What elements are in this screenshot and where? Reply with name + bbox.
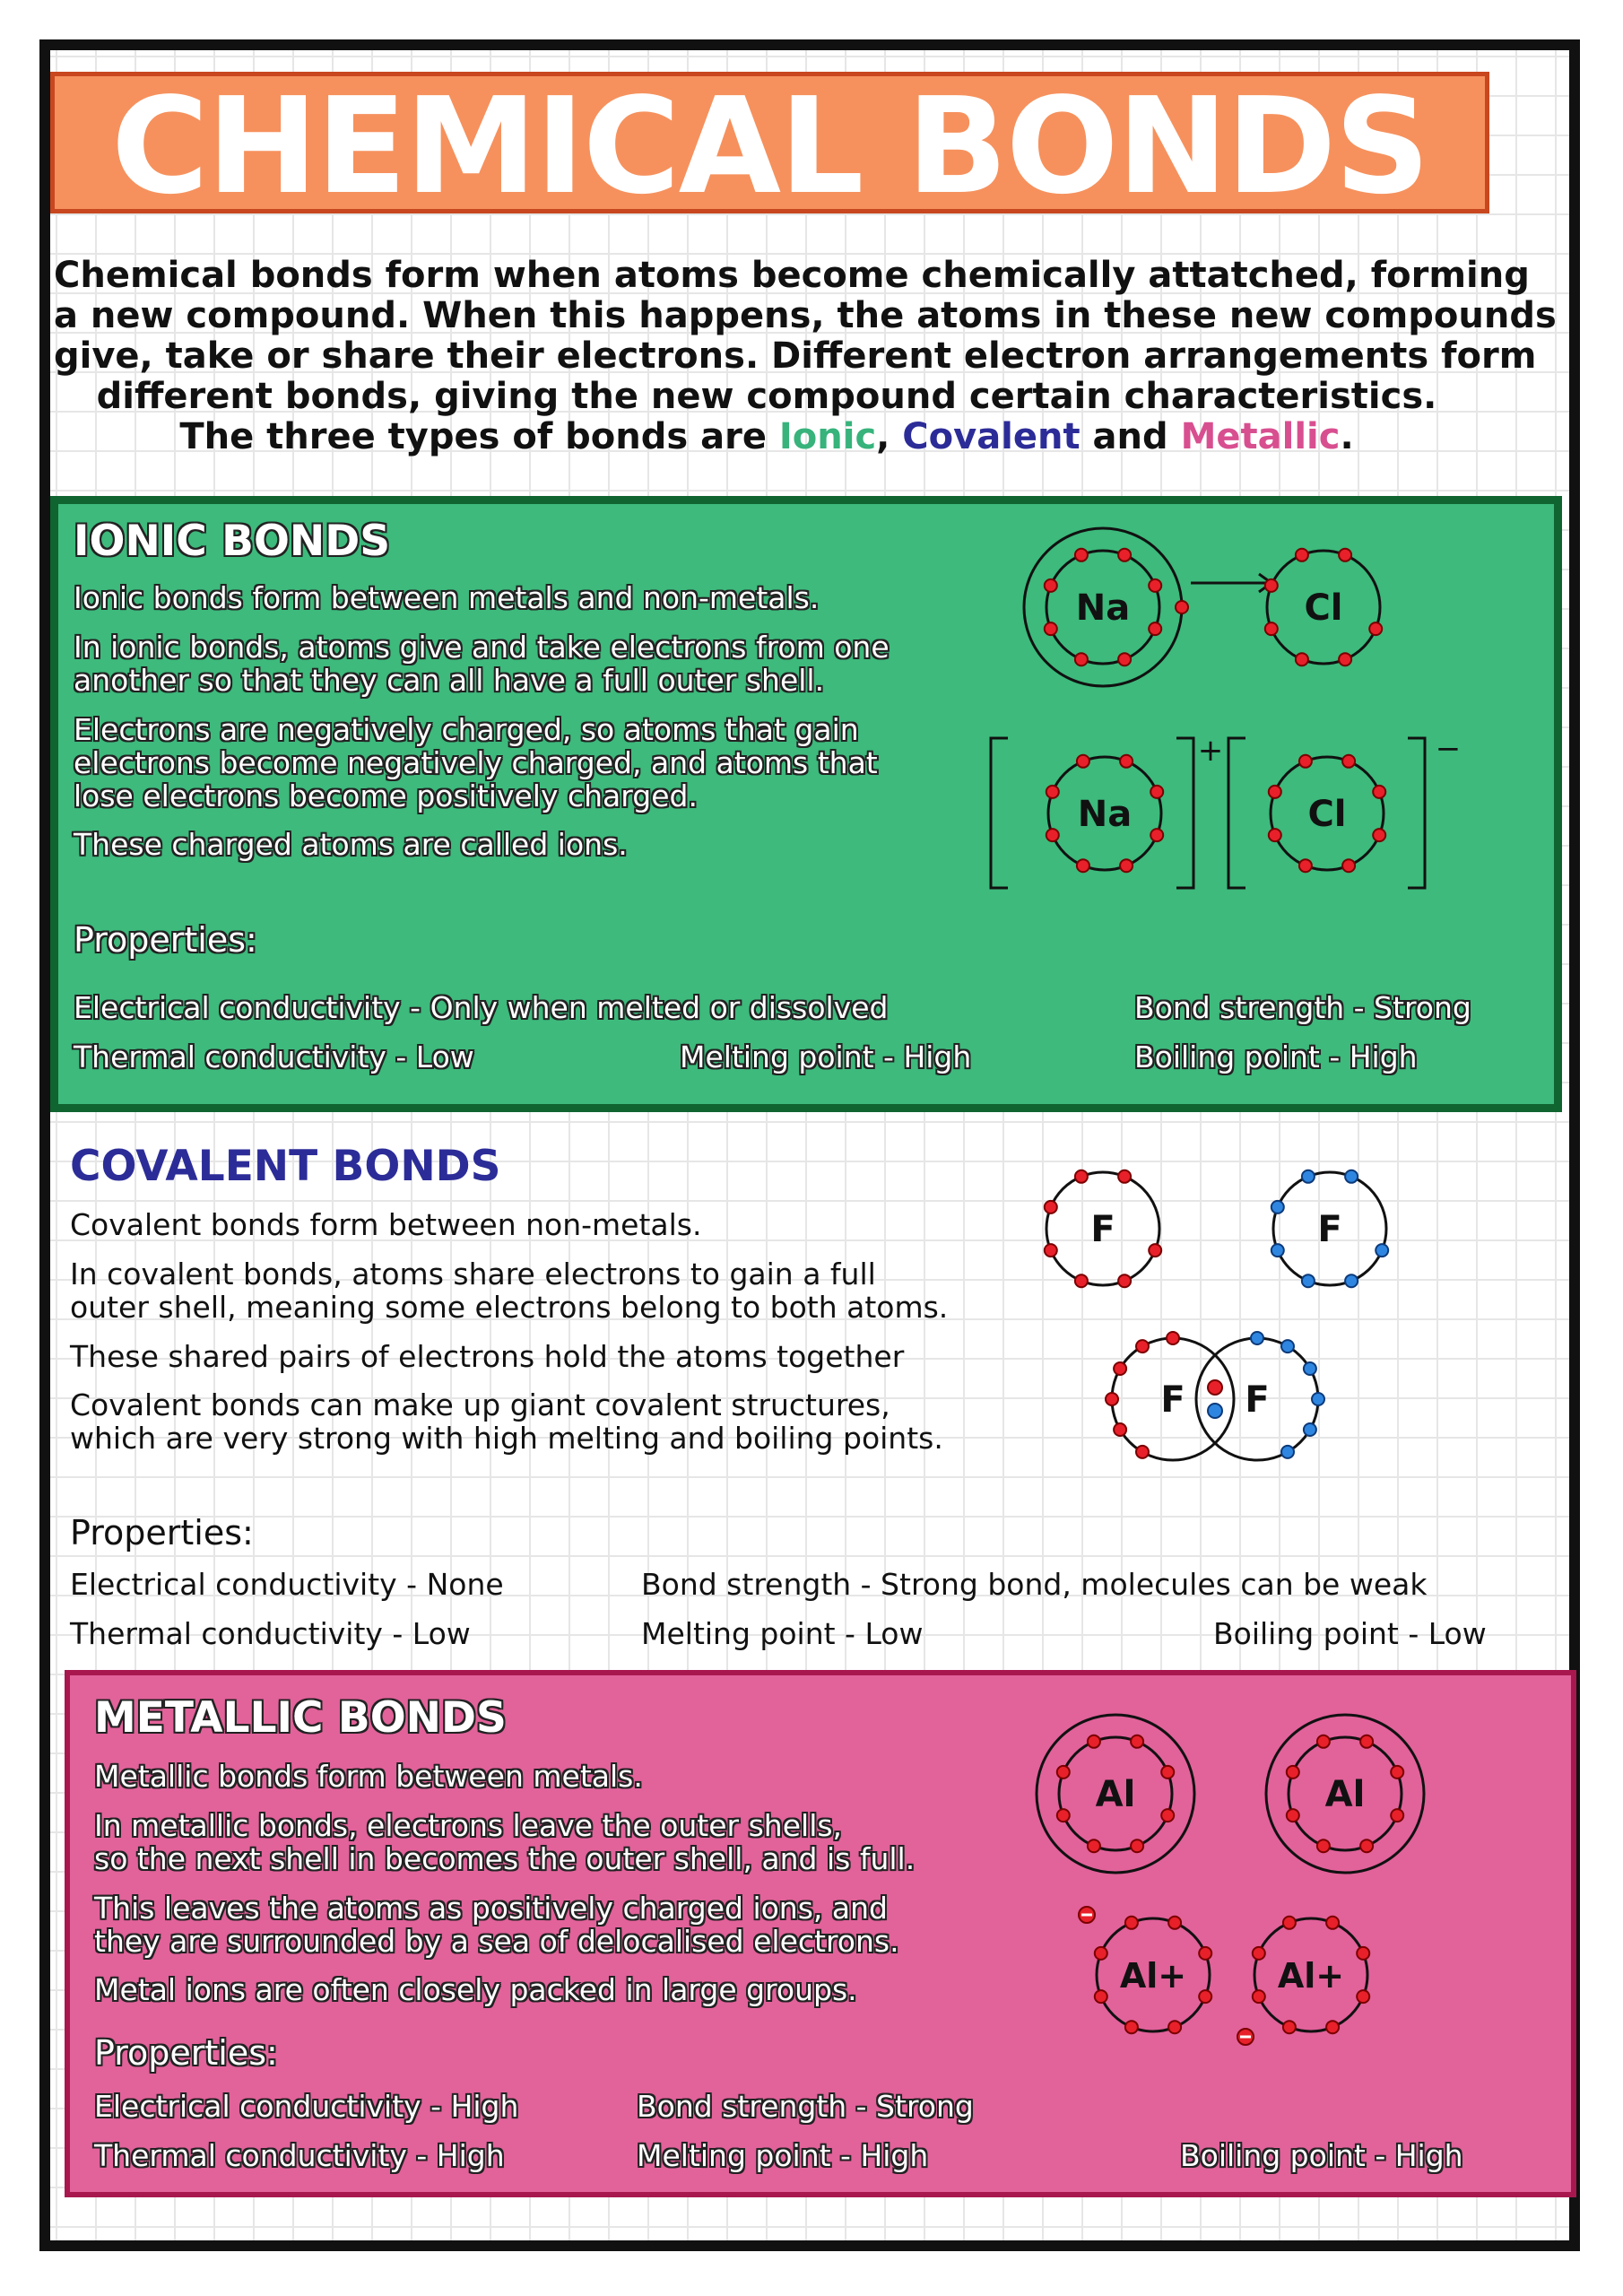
electron bbox=[1251, 1332, 1263, 1344]
electron bbox=[1150, 829, 1163, 841]
aluminium-ion bbox=[1253, 1917, 1369, 2033]
metallic-boiling-point: Boiling point - High bbox=[1180, 2138, 1463, 2173]
covalent-paragraph-2 bbox=[70, 1257, 948, 1324]
electron bbox=[1095, 1947, 1107, 1960]
electron bbox=[1373, 786, 1385, 798]
electron bbox=[1342, 755, 1355, 768]
right-bracket bbox=[1176, 738, 1193, 888]
ionic-text-line: Electrons are negatively charged, so atoms that gain bbox=[74, 712, 859, 747]
electron bbox=[1045, 579, 1057, 592]
ionic-bond-strength: Bond strength - Strong bbox=[1134, 990, 1471, 1025]
electron bbox=[1088, 1839, 1100, 1852]
covalent-electrical-conductivity: Electrical conductivity - None bbox=[70, 1567, 504, 1602]
ionic-electrical-conductivity: Electrical conductivity - Only when melted or dissolved bbox=[74, 990, 889, 1025]
fluorine-atom-blue bbox=[1271, 1170, 1388, 1287]
electron bbox=[1106, 1393, 1118, 1405]
electron bbox=[1373, 829, 1385, 841]
electron bbox=[1176, 601, 1188, 613]
chlorine-label: Cl bbox=[1304, 587, 1343, 629]
electron bbox=[1287, 1809, 1299, 1822]
ionic-heading: IONIC BONDS bbox=[74, 517, 391, 566]
ionic-paragraph-1 bbox=[74, 581, 819, 614]
fluorine-atom-red bbox=[1045, 1170, 1161, 1287]
covalent-bond-strength: Bond strength - Strong bond, molecules can be weak bbox=[641, 1567, 1428, 1602]
metallic-bond-strength: Bond strength - Strong bbox=[637, 2089, 974, 2124]
electron bbox=[1269, 829, 1281, 841]
ionic-paragraph-2 bbox=[74, 631, 890, 697]
ionic-text-line: electrons become negatively charged, and atoms that bbox=[74, 745, 878, 780]
intro-period: . bbox=[1340, 416, 1354, 457]
electron bbox=[1357, 1947, 1369, 1960]
electron bbox=[1045, 1244, 1057, 1257]
metallic-electrical-conductivity: Electrical conductivity - High bbox=[94, 2089, 519, 2124]
metallic-text-line: so the next shell in becomes the outer shell, and is full. bbox=[94, 1841, 916, 1876]
electron bbox=[1265, 622, 1278, 635]
ionic-text-line: Ionic bonds form between metals and non-metals. bbox=[74, 580, 820, 615]
fluorine-molecule bbox=[1106, 1332, 1324, 1460]
delocalised-electron bbox=[1237, 2029, 1254, 2045]
covalent-paragraph-4 bbox=[70, 1388, 943, 1455]
covalent-paragraph-3 bbox=[70, 1340, 904, 1373]
metallic-text-line: Metallic bonds form between metals. bbox=[94, 1759, 643, 1794]
intro-types-line bbox=[54, 417, 1480, 457]
metallic-paragraph-2 bbox=[94, 1809, 915, 1875]
electron bbox=[1302, 1170, 1315, 1183]
ionic-text-line: lose electrons become positively charged. bbox=[74, 778, 698, 813]
ionic-text-line: another so that they can all have a full outer shell. bbox=[74, 663, 825, 698]
covalent-text-line: which are very strong with high melting and boiling points. bbox=[70, 1421, 943, 1456]
electron bbox=[1046, 786, 1059, 798]
covalent-paragraph-1 bbox=[70, 1208, 702, 1241]
covalent-bond-diagram bbox=[1022, 1152, 1417, 1484]
intro-line: give, take or share their electrons. Different electron arrangements form bbox=[54, 335, 1537, 377]
ionic-text-line: In ionic bonds, atoms give and take electrons from one bbox=[74, 630, 890, 665]
ionic-text-line: These charged atoms are called ions. bbox=[74, 827, 628, 862]
ionic-properties-label: Properties: bbox=[74, 920, 257, 960]
electron bbox=[1269, 786, 1281, 798]
electron bbox=[1150, 786, 1163, 798]
electron bbox=[1326, 1917, 1339, 1929]
electron bbox=[1046, 829, 1059, 841]
electron bbox=[1391, 1809, 1403, 1822]
electron bbox=[1391, 1766, 1403, 1779]
electron bbox=[1299, 859, 1312, 872]
aluminium-label: Al bbox=[1095, 1774, 1136, 1815]
intro-metallic-word: Metallic bbox=[1180, 416, 1341, 457]
electron bbox=[1296, 653, 1308, 665]
covalent-heading: COVALENT BONDS bbox=[70, 1142, 501, 1191]
electron bbox=[1161, 1766, 1174, 1779]
ionic-boiling-point: Boiling point - High bbox=[1134, 1039, 1418, 1074]
electron bbox=[1088, 1735, 1100, 1748]
electron bbox=[1168, 2021, 1181, 2033]
metallic-text-line: In metallic bonds, electrons leave the outer shells, bbox=[94, 1808, 843, 1843]
electron bbox=[1287, 1766, 1299, 1779]
page-title: CHEMICAL BONDS bbox=[111, 69, 1428, 223]
electron bbox=[1120, 755, 1133, 768]
electron bbox=[1326, 2021, 1339, 2033]
sodium-ion-label: Na bbox=[1077, 794, 1133, 835]
electron bbox=[1357, 1990, 1369, 2003]
intro-line: a new compound. When this happens, the atoms in these new compounds bbox=[54, 295, 1557, 336]
metallic-melting-point: Melting point - High bbox=[637, 2138, 929, 2173]
metallic-heading: METALLIC BONDS bbox=[94, 1693, 507, 1743]
covalent-thermal-conductivity: Thermal conductivity - Low bbox=[70, 1616, 471, 1651]
electron bbox=[1299, 755, 1312, 768]
electron bbox=[1120, 859, 1133, 872]
electron bbox=[1114, 1362, 1126, 1375]
electron bbox=[1075, 653, 1088, 665]
electron bbox=[1345, 1274, 1358, 1287]
electron bbox=[1136, 1446, 1149, 1458]
electron bbox=[1265, 579, 1278, 592]
ionic-melting-point: Melting point - High bbox=[680, 1039, 972, 1074]
electron bbox=[1345, 1170, 1358, 1183]
electron bbox=[1118, 549, 1131, 561]
delocalised-electron bbox=[1079, 1907, 1095, 1923]
electron bbox=[1077, 859, 1089, 872]
electron bbox=[1281, 1446, 1294, 1458]
ionic-bond-diagram bbox=[986, 511, 1524, 915]
electron bbox=[1161, 1809, 1174, 1822]
electron bbox=[1118, 1170, 1131, 1183]
electron bbox=[1317, 1735, 1330, 1748]
ionic-paragraph-3 bbox=[74, 713, 878, 813]
title-banner bbox=[50, 69, 1489, 223]
electron bbox=[1304, 1362, 1316, 1375]
electron bbox=[1075, 1170, 1088, 1183]
electron bbox=[1283, 2021, 1296, 2033]
electron bbox=[1342, 859, 1355, 872]
electron bbox=[1131, 1735, 1143, 1748]
sodium-label: Na bbox=[1075, 587, 1131, 629]
electron bbox=[1118, 653, 1131, 665]
metallic-paragraph-3 bbox=[94, 1892, 899, 1958]
intro-line: different bonds, giving the new compound certain characteristics. bbox=[96, 376, 1437, 417]
chlorine-atom bbox=[1265, 549, 1382, 665]
electron bbox=[1057, 1766, 1070, 1779]
metallic-properties-label: Properties: bbox=[94, 2033, 278, 2073]
electron bbox=[1118, 1274, 1131, 1287]
covalent-text-line: Covalent bonds form between non-metals. bbox=[70, 1207, 702, 1242]
intro-types-prefix: The three types of bonds are bbox=[179, 416, 779, 457]
fluorine-label: F bbox=[1090, 1209, 1115, 1250]
electron bbox=[1125, 1917, 1138, 1929]
electron bbox=[1271, 1244, 1284, 1257]
electron bbox=[1095, 1990, 1107, 2003]
intro-covalent-word: Covalent bbox=[902, 416, 1081, 457]
covalent-melting-point: Melting point - Low bbox=[641, 1616, 924, 1651]
shared-electron bbox=[1208, 1404, 1222, 1418]
electron bbox=[1045, 1201, 1057, 1213]
electron bbox=[1281, 1340, 1294, 1352]
electron bbox=[1075, 1274, 1088, 1287]
electron bbox=[1317, 1839, 1330, 1852]
left-bracket bbox=[1228, 738, 1245, 888]
aluminium-ion-label: Al+ bbox=[1277, 1956, 1345, 1996]
intro-paragraph bbox=[54, 255, 1557, 457]
covalent-boiling-point: Boiling point - Low bbox=[1213, 1616, 1487, 1651]
metallic-paragraph-1 bbox=[94, 1760, 643, 1793]
electron bbox=[1167, 1332, 1179, 1344]
metallic-paragraph-4 bbox=[94, 1973, 857, 2006]
electron bbox=[1114, 1423, 1126, 1436]
shared-electron bbox=[1208, 1380, 1222, 1395]
fluorine-label: F bbox=[1245, 1379, 1270, 1421]
transfer-arrow bbox=[1191, 574, 1271, 592]
aluminium-label: Al bbox=[1324, 1774, 1366, 1815]
covalent-text-line: In covalent bonds, atoms share electrons to gain a full bbox=[70, 1257, 876, 1292]
covalent-text-line: outer shell, meaning some electrons belong to both atoms. bbox=[70, 1290, 949, 1325]
ionic-thermal-conductivity: Thermal conductivity - Low bbox=[74, 1039, 474, 1074]
fluorine-label: F bbox=[1160, 1379, 1185, 1421]
electron bbox=[1271, 1201, 1284, 1213]
covalent-text-line: These shared pairs of electrons hold the atoms together bbox=[70, 1339, 905, 1374]
electron bbox=[1360, 1839, 1373, 1852]
electron bbox=[1125, 2021, 1138, 2033]
electron bbox=[1057, 1809, 1070, 1822]
sodium-atom bbox=[1024, 528, 1188, 686]
electron bbox=[1339, 653, 1351, 665]
aluminium-atom bbox=[1266, 1715, 1424, 1873]
electron bbox=[1199, 1947, 1211, 1960]
positive-charge: + bbox=[1197, 733, 1224, 769]
metallic-thermal-conductivity: Thermal conductivity - High bbox=[94, 2138, 505, 2173]
chloride-ion bbox=[1228, 731, 1461, 888]
metallic-text-line: Metal ions are often closely packed in large groups. bbox=[94, 1972, 857, 2007]
right-bracket bbox=[1408, 738, 1425, 888]
electron bbox=[1376, 1244, 1388, 1257]
electron bbox=[1136, 1340, 1149, 1352]
electron bbox=[1296, 549, 1308, 561]
left-bracket bbox=[991, 738, 1008, 888]
electron bbox=[1199, 1990, 1211, 2003]
electron bbox=[1339, 549, 1351, 561]
covalent-text-line: Covalent bonds can make up giant covalent structures, bbox=[70, 1387, 890, 1422]
electron bbox=[1149, 1244, 1161, 1257]
electron bbox=[1131, 1839, 1143, 1852]
electron bbox=[1168, 1917, 1181, 1929]
metallic-text-line: This leaves the atoms as positively charged ions, and bbox=[94, 1891, 888, 1926]
chloride-ion-label: Cl bbox=[1307, 794, 1347, 835]
electron bbox=[1149, 579, 1161, 592]
electron bbox=[1360, 1735, 1373, 1748]
electron bbox=[1253, 1947, 1265, 1960]
electron bbox=[1369, 622, 1382, 635]
negative-charge: − bbox=[1435, 731, 1462, 767]
electron bbox=[1075, 549, 1088, 561]
aluminium-atom bbox=[1037, 1715, 1194, 1873]
covalent-properties-label: Properties: bbox=[70, 1513, 254, 1552]
metallic-bond-diagram bbox=[1031, 1704, 1453, 2063]
intro-comma: , bbox=[876, 416, 903, 457]
metallic-text-line: they are surrounded by a sea of delocalised electrons. bbox=[94, 1924, 899, 1959]
intro-ionic-word: Ionic bbox=[778, 416, 877, 457]
electron bbox=[1312, 1393, 1324, 1405]
electron bbox=[1045, 622, 1057, 635]
electron bbox=[1304, 1423, 1316, 1436]
intro-and: and bbox=[1080, 416, 1181, 457]
electron bbox=[1077, 755, 1089, 768]
electron bbox=[1149, 622, 1161, 635]
ionic-paragraph-4 bbox=[74, 828, 628, 861]
electron bbox=[1302, 1274, 1315, 1287]
electron bbox=[1253, 1990, 1265, 2003]
fluorine-label: F bbox=[1317, 1209, 1342, 1250]
intro-line: Chemical bonds form when atoms become chemically attatched, forming bbox=[54, 255, 1530, 296]
sodium-ion bbox=[991, 733, 1223, 888]
aluminium-ion-label: Al+ bbox=[1119, 1956, 1187, 1996]
electron bbox=[1283, 1917, 1296, 1929]
aluminium-ion bbox=[1095, 1917, 1211, 2033]
